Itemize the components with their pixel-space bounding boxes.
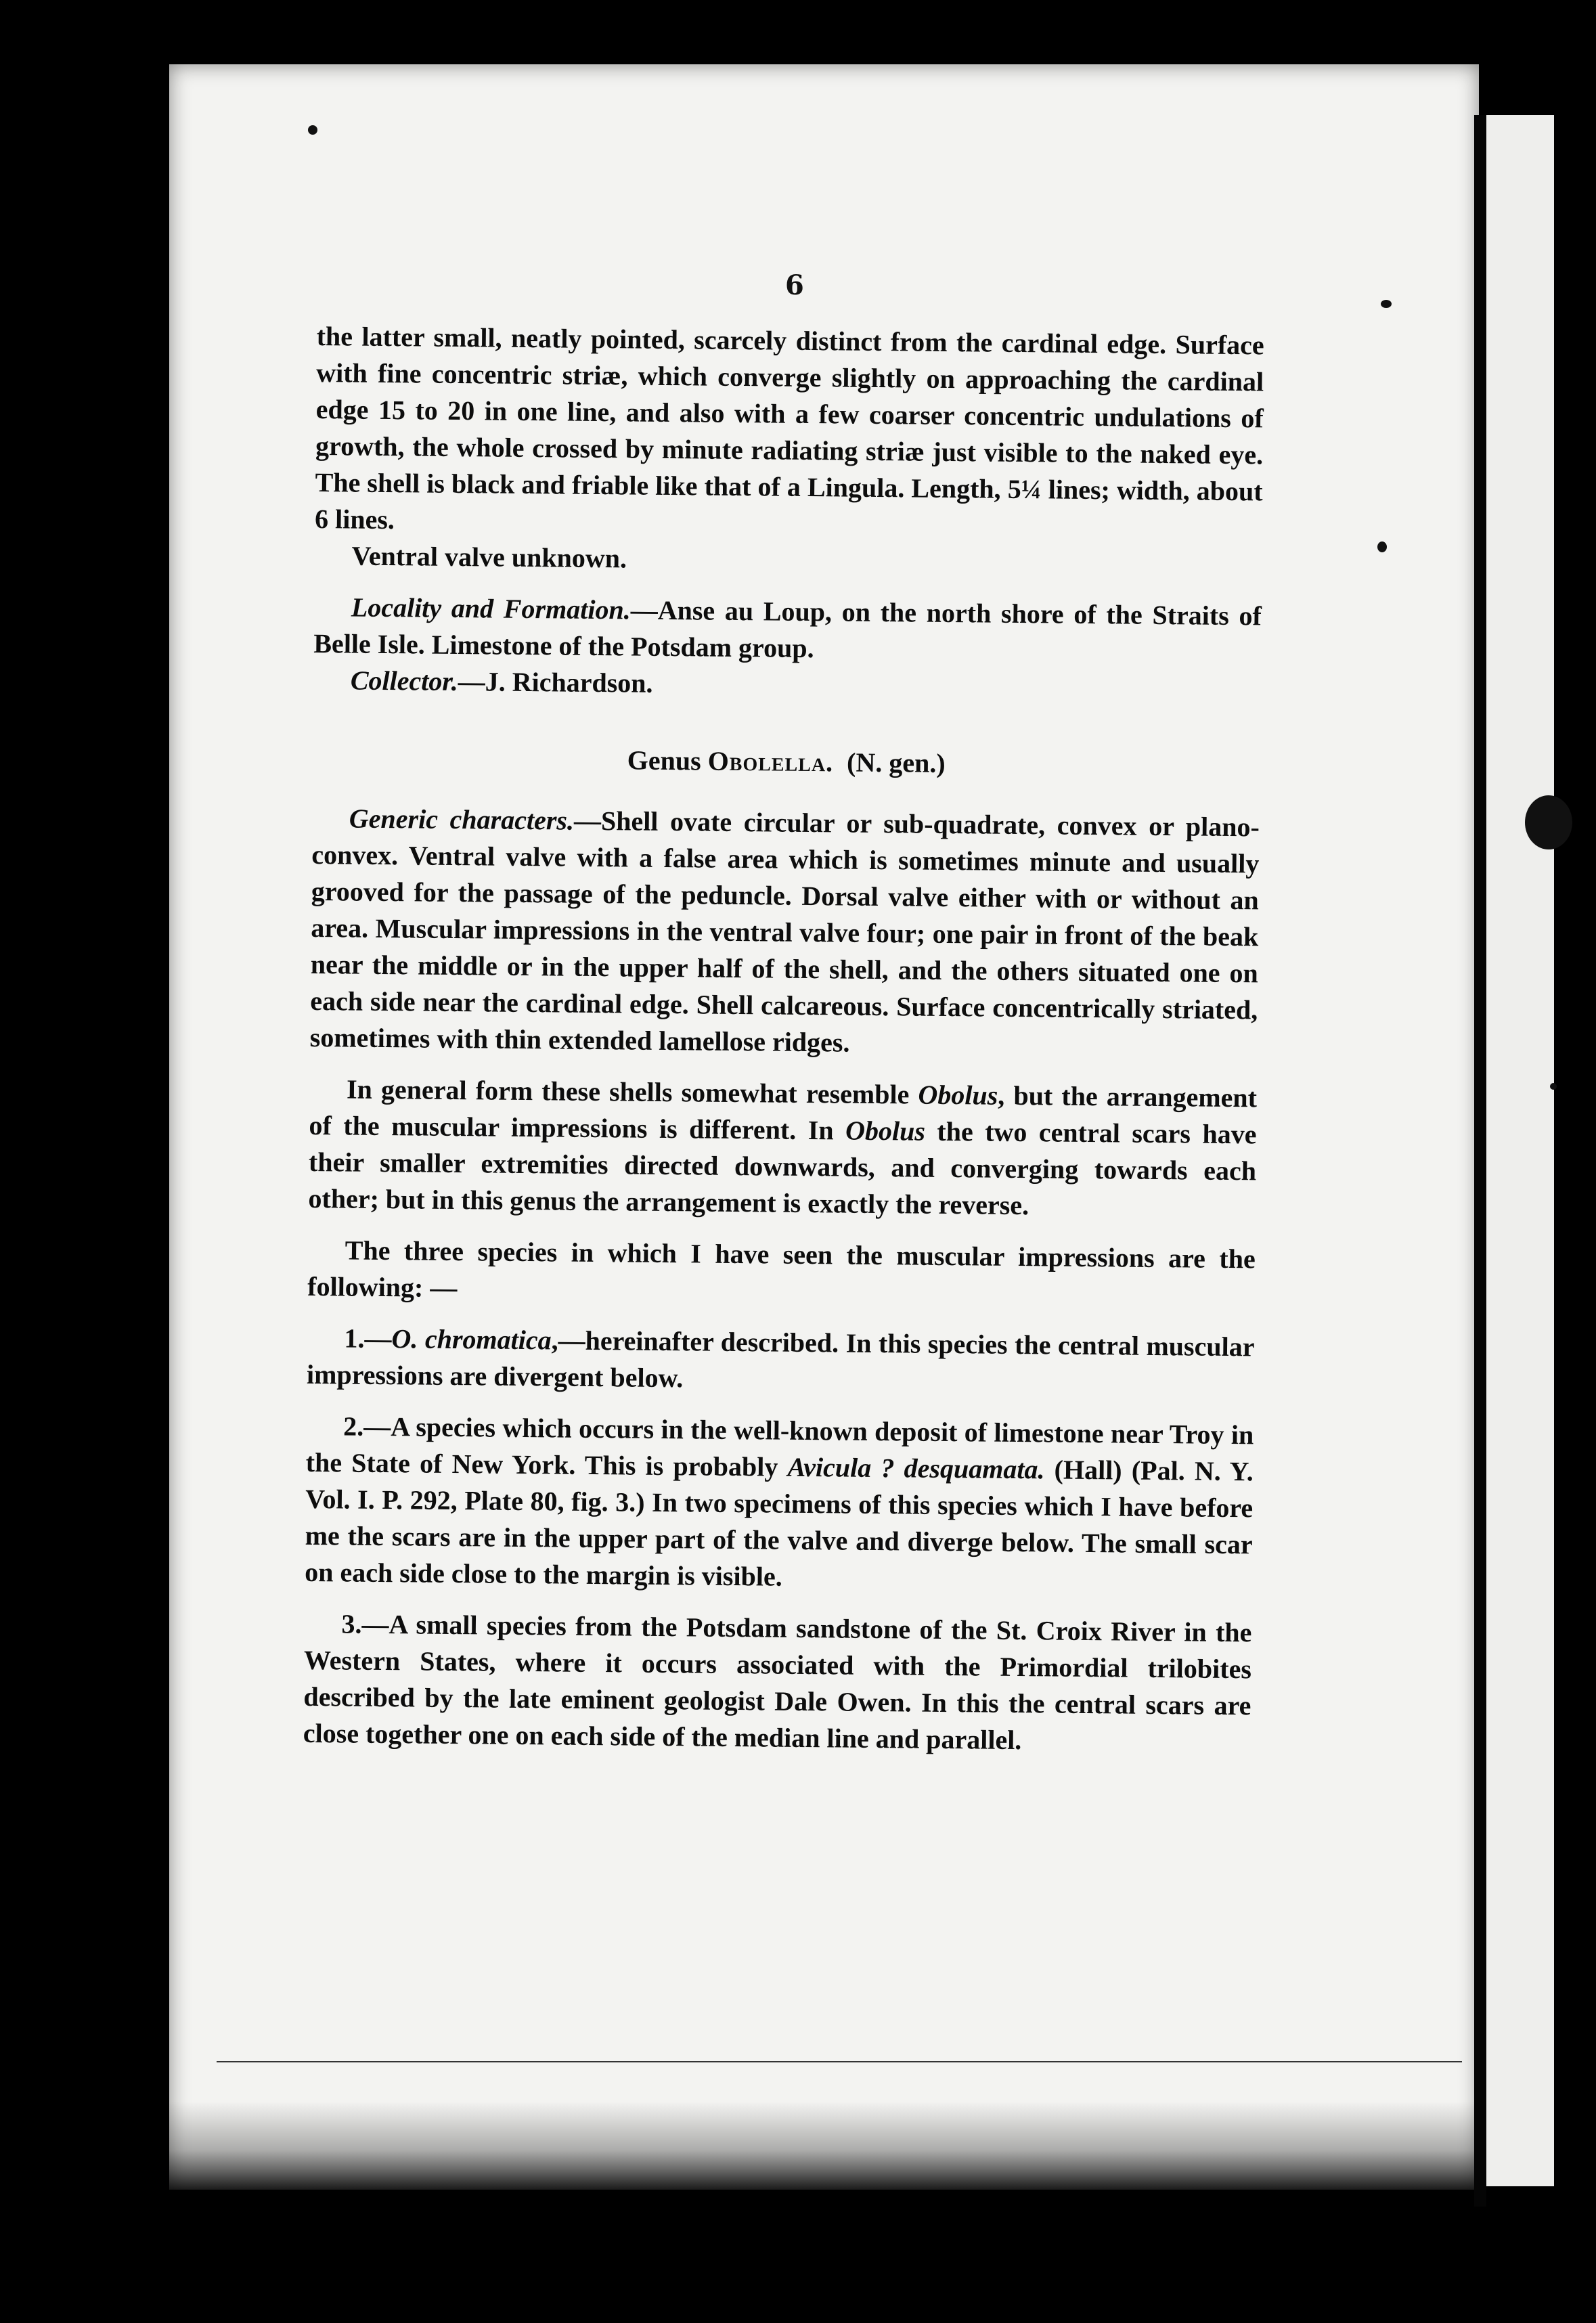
ink-spot xyxy=(1377,541,1387,552)
locality-label: Locality and Formation. xyxy=(351,592,631,625)
generic-text: —Shell ovate circular or sub-quadrate, convex or plano-convex. Ventral valve with a false area which is sometimes minute and usually grooved for the passage of the peduncle. Dorsal valve either with or without an area. Muscular impressions in the ventral valve four; one pair in front of the beak near the middle or in the upper half of the shell, and the others situated one on each side near the cardinal edge. Shell calcareous. Surface concentrically striated, sometimes with thin extended lamellose ridges. xyxy=(309,805,1260,1058)
paragraph-three-species: The three species in which I have seen the muscular impressions are the following: — xyxy=(307,1235,1256,1304)
genus-obolus-1: Obolus xyxy=(918,1079,998,1111)
genus-heading xyxy=(313,739,1260,784)
heading-genus-name: Obolella. xyxy=(707,745,834,778)
general-text-a: In general form these shells somewhat resemble xyxy=(346,1074,918,1110)
facing-page-edge xyxy=(1486,115,1554,2186)
collector-text: —J. Richardson. xyxy=(458,666,653,699)
ink-spot xyxy=(308,125,317,135)
paragraph-continuation: the latter small, neatly pointed, scarcely distinct from the cardinal edge. Surface with fine concentric striæ, which converge slightly on approaching the cardinal edge 15 to 20 in one line, and also with a few coarser concentric undulations of growth, the whole crossed by minute radiating striæ just visible to the naked eye. The shell is black and friable like that of a Lingula. Length, 5¼ lines; width, about 6 lines. xyxy=(314,320,1264,535)
species-item-2 xyxy=(305,1408,1254,1599)
item2-text-b: (Hall) (Pal. N. Y. Vol. I. P. 292, Plate 80, fig. 3.) In two specimens of this species which I have before me the scars are in the upper part of the valve and diverge below. The small scar on each side close to the margin is visible. xyxy=(305,1454,1254,1592)
general-text-b: , but the arrangement of the muscular impressions is different. In xyxy=(309,1080,1258,1146)
heading-suffix: (N. gen.) xyxy=(846,747,946,778)
general-text-c: the two central scars have their smaller extremities directed downwards, and converging towards each other; but in this genus the arrangement is exactly the reverse. xyxy=(308,1115,1257,1221)
bottom-rule xyxy=(217,2061,1462,2062)
heading-prefix: Genus xyxy=(627,745,701,776)
species-item-1 xyxy=(307,1320,1255,1402)
locality-text: —Anse au Loup, on the north shore of the Straits of Belle Isle. Limestone of the Potsdam group. xyxy=(313,594,1262,664)
item1-name: O. chromatica xyxy=(391,1323,552,1356)
item2-text-a: 2.—A species which occurs in the well-known deposit of limestone near Troy in the State of New York. This is probably xyxy=(305,1411,1254,1482)
ink-spot xyxy=(1525,795,1572,849)
paragraph-ventral-valve: Ventral valve unknown. xyxy=(351,540,627,574)
ink-spot xyxy=(1381,300,1392,308)
paragraph-general-form xyxy=(308,1071,1257,1226)
generic-label: Generic characters. xyxy=(349,803,575,836)
item1-text: ,—hereinafter described. In this species the central muscular impressions are divergent below. xyxy=(306,1325,1255,1394)
page-number: 6 xyxy=(785,269,804,301)
genus-obolus-2: Obolus xyxy=(845,1115,926,1147)
item1-number: 1.— xyxy=(344,1323,392,1354)
collector-label: Collector. xyxy=(350,665,458,697)
paragraph-generic-characters xyxy=(310,800,1260,1065)
species-item-3: 3.—A small species from the Potsdam sandstone of the St. Croix River in the Western States, where it occurs associated with the Primordial trilobites described by the late eminent geologist Dale Owen. In this the central scars are close together one on each side of the median line and parallel. xyxy=(303,1608,1252,1756)
paragraph-locality xyxy=(313,589,1262,671)
item2-name: Avicula ? desquamata. xyxy=(787,1451,1045,1485)
binding-edge xyxy=(1474,115,1486,2207)
ink-spot xyxy=(1550,1083,1557,1090)
page-body xyxy=(303,318,1264,1761)
